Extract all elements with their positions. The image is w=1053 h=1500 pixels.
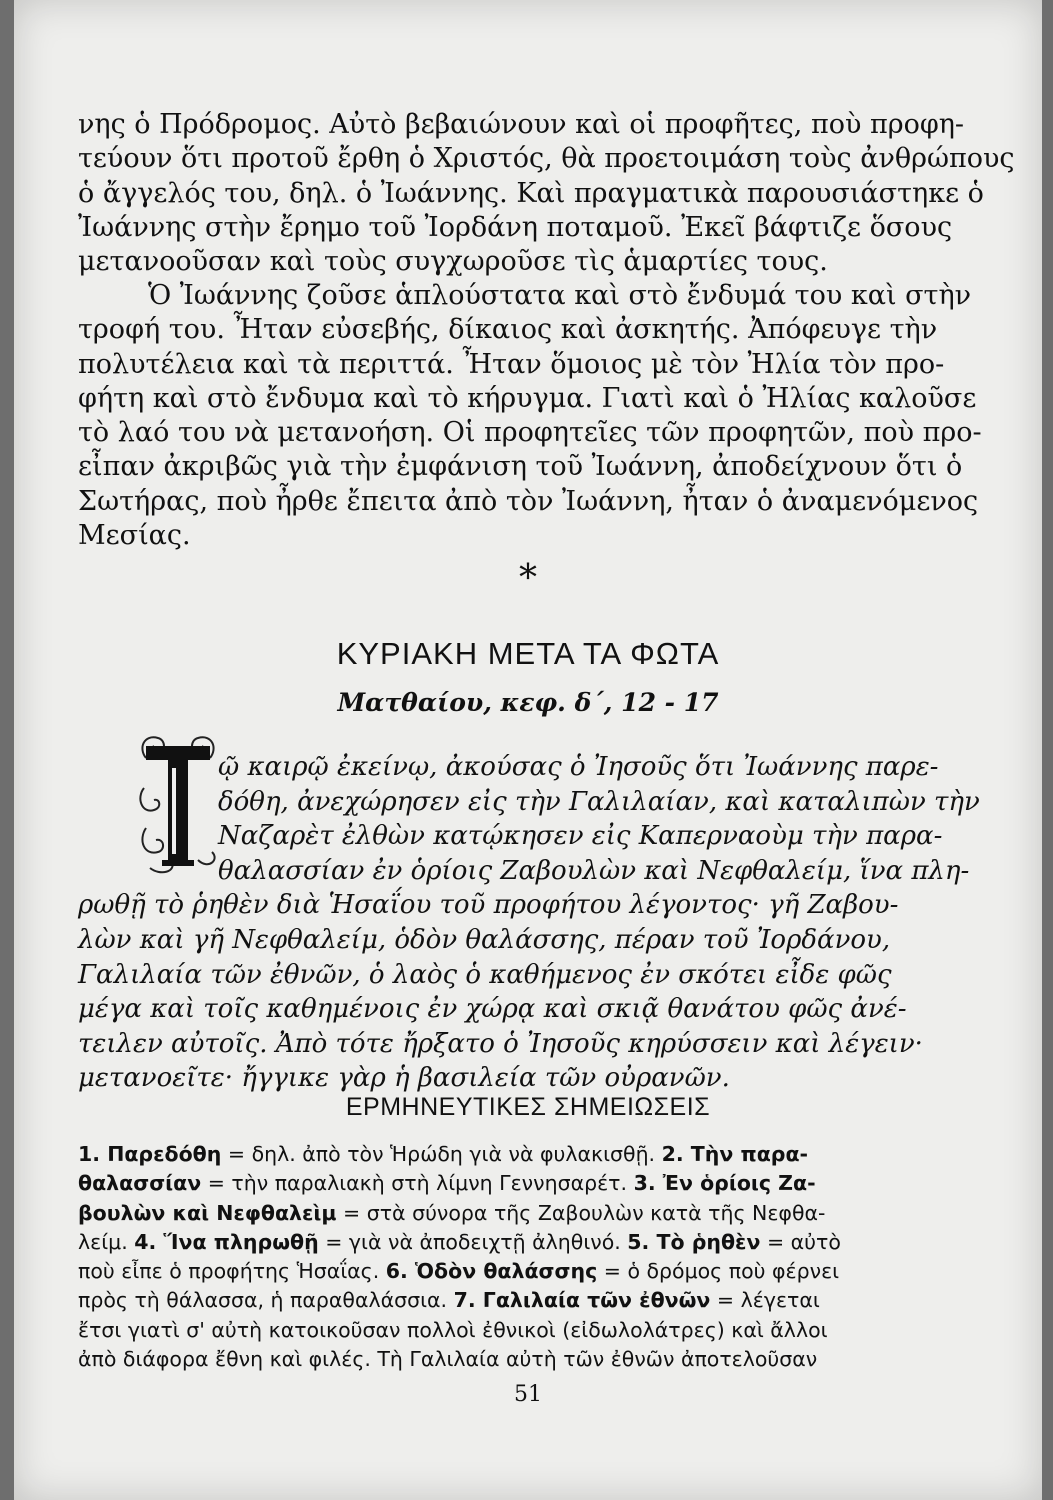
text-line: τροφή του. Ἦταν εὐσεβής, δίκαιος καὶ ἀσκητής. Ἀπόφευγε τὴν xyxy=(78,314,938,346)
note-term: θαλασσίαν xyxy=(78,1171,202,1196)
dropcap-letter: T xyxy=(178,868,179,869)
note-term: 3. Ἐν ὁρίοις Ζα- xyxy=(633,1171,816,1196)
section-asterisk: * xyxy=(519,558,537,599)
note-text: = γιὰ νὰ ἀποδειχτῇ ἀληθινό. xyxy=(318,1229,628,1254)
text-line: θαλασσίαν ἐν ὁρίοις Ζαβουλὼν καὶ Νεφθαλείμ, ἵνα πλη- xyxy=(218,855,970,886)
paragraph-ioannis xyxy=(78,279,982,553)
note-text: = στὰ σύνορα τῆς Ζαβουλὼν κατὰ τῆς Νεφθα- xyxy=(336,1200,826,1225)
paragraph-prodromos xyxy=(78,108,1015,279)
page-number: 51 xyxy=(514,1382,542,1407)
note-text: ἀπὸ διάφορα ἔθνη καὶ φιλές. Τὴ Γαλιλαία αὐτὴ τῶν ἐθνῶν ἀποτελοῦσαν xyxy=(78,1347,818,1372)
notes-heading: ΕΡΜΗΝΕΥΤΙΚΕΣ ΣΗΜΕΙΩΣΕΙΣ xyxy=(345,1093,711,1121)
note-term: 5. Τὸ ῥηθὲν xyxy=(627,1229,761,1254)
note-term: 7. Γαλιλαία τῶν ἐθνῶν xyxy=(453,1288,711,1313)
text-line: μετανοοῦσαν καὶ τοὺς συγχωροῦσε τὶς ἁμαρτίες τους. xyxy=(78,246,828,278)
note-line xyxy=(78,1199,948,1228)
note-line xyxy=(78,1228,948,1257)
interpretive-notes xyxy=(78,1140,948,1374)
scripture-reference: Ματθαίου, κεφ. δ΄, 12 - 17 xyxy=(337,688,719,717)
text-line: τεύουν ὅτι προτοῦ ἔρθη ὁ Χριστός, θὰ προετοιμάση τοὺς ἀνθρώπους xyxy=(78,143,1015,175)
text-line: εἶπαν ἀκριβῶς γιὰ τὴν ἐμφάνιση τοῦ Ἰωάννη, ἀποδείχνουν ὅτι ὁ xyxy=(78,451,963,483)
note-term: 2. Τὴν παρα- xyxy=(661,1142,809,1166)
note-text: = ὁ δρόμος ποὺ φέρνει xyxy=(597,1259,840,1284)
note-text: = δηλ. ἀπὸ τὸν Ἡρώδη γιὰ νὰ φυλακισθῇ. xyxy=(221,1142,662,1166)
note-line xyxy=(78,1257,948,1286)
book-page xyxy=(14,0,1042,1500)
note-line xyxy=(78,1140,948,1169)
text-line: τειλεν αὐτοῖς. Ἀπὸ τότε ἤρξατο ὁ Ἰησοῦς κηρύσσειν καὶ λέγειν· xyxy=(78,1028,923,1059)
section-heading: ΚΥΡΙΑΚΗ ΜΕΤΑ ΤΑ ΦΩΤΑ xyxy=(336,636,720,671)
note-term: 4. Ἵνα πληρωθῇ xyxy=(134,1229,319,1254)
note-term: 6. Ὁδὸν θαλάσσης xyxy=(385,1259,598,1284)
text-line: φήτη καὶ στὸ ἔνδυμα καὶ τὸ κήρυγμα. Γιατὶ καὶ ὁ Ἠλίας καλοῦσε xyxy=(78,382,977,414)
note-line xyxy=(78,1286,948,1315)
note-line xyxy=(78,1169,948,1198)
note-text: λείμ. xyxy=(78,1229,135,1254)
note-text: = λέγεται xyxy=(710,1288,820,1313)
text-line: ῷ καιρῷ ἐκείνῳ, ἀκούσας ὁ Ἰησοῦς ὅτι Ἰωάννης παρε- xyxy=(218,752,939,782)
note-term: βουλὼν καὶ Νεφθαλεὶμ xyxy=(78,1200,337,1225)
text-line: πολυτέλεια καὶ τὰ περιττά. Ἦταν ὅμοιος μὲ τὸν Ἠλία τὸν προ- xyxy=(78,348,945,380)
text-line: μέγα καὶ τοῖς καθημένοις ἐν χώρᾳ καὶ σκιᾷ θανάτου φῶς ἀνέ- xyxy=(78,994,907,1025)
note-text: = τὴν παραλιακὴ στὴ λίμνη Γεννησαρέτ. xyxy=(201,1171,634,1196)
text-line: νης ὁ Πρόδρομος. Αὐτὸ βεβαιώνουν καὶ οἱ προφῆτες, ποὺ προφη- xyxy=(78,109,965,140)
text-line: Μεσίας. xyxy=(78,520,191,552)
text-line: μετανοεῖτε· ἤγγικε γὰρ ἡ βασιλεία τῶν οὐρανῶν. xyxy=(78,1063,730,1094)
text-line: Ἰωάννης στὴν ἔρημο τοῦ Ἰορδάνη ποταμοῦ. Ἐκεῖ βάφτιζε ὅσους xyxy=(78,211,953,243)
note-line xyxy=(78,1316,948,1345)
text-line: Ναζαρὲτ ἐλθὼν κατῴκησεν εἰς Καπερναοὺμ τὴν παρα- xyxy=(218,821,943,852)
text-line: λὼν καὶ γῆ Νεφθαλείμ, ὁδὸν θαλάσσης, πέραν τοῦ Ἰορδάνου, xyxy=(78,924,891,955)
text-line: Ὁ Ἰωάννης ζοῦσε ἁπλούστατα καὶ στὸ ἔνδυμά του καὶ στὴν xyxy=(148,280,972,311)
text-line: ρωθῇ τὸ ῥηθὲν διὰ Ἡσαΐου τοῦ προφήτου λέγοντος· γῆ Ζαβου- xyxy=(78,890,899,921)
text-line: Σωτήρας, ποὺ ἦρθε ἔπειτα ἀπὸ τὸν Ἰωάννη, ἦταν ὁ ἀναμενόμενος xyxy=(78,485,979,517)
note-term: 1. Παρεδόθη xyxy=(78,1142,222,1166)
scripture-text xyxy=(78,750,980,1096)
text-line: τὸ λαό του νὰ μετανοήση. Οἱ προφητεῖες τῶν προφητῶν, ποὺ προ- xyxy=(78,417,982,449)
note-text: ἔτσι γιατὶ σ' αὐτὴ κατοικοῦσαν πολλοὶ ἐθνικοὶ (εἰδωλολάτρες) καὶ ἄλλοι xyxy=(78,1317,828,1342)
text-line: Γαλιλαία τῶν ἐθνῶν, ὁ λαὸς ὁ καθήμενος ἐν σκότει εἶδε φῶς xyxy=(78,959,892,990)
note-line xyxy=(78,1345,948,1374)
text-line: δόθη, ἀνεχώρησεν εἰς τὴν Γαλιλαίαν, καὶ καταλιπὼν τὴν xyxy=(218,786,980,817)
note-text: ποὺ εἶπε ὁ προφήτης Ἡσαΐας. xyxy=(78,1259,386,1284)
note-text: = αὐτὸ xyxy=(760,1229,841,1254)
note-text: πρὸς τὴ θάλασσα, ἡ παραθαλάσσια. xyxy=(78,1288,454,1313)
text-line: ὁ ἄγγελός του, δηλ. ὁ Ἰωάννης. Καὶ πραγματικὰ παρουσιάστηκε ὁ xyxy=(78,177,984,209)
